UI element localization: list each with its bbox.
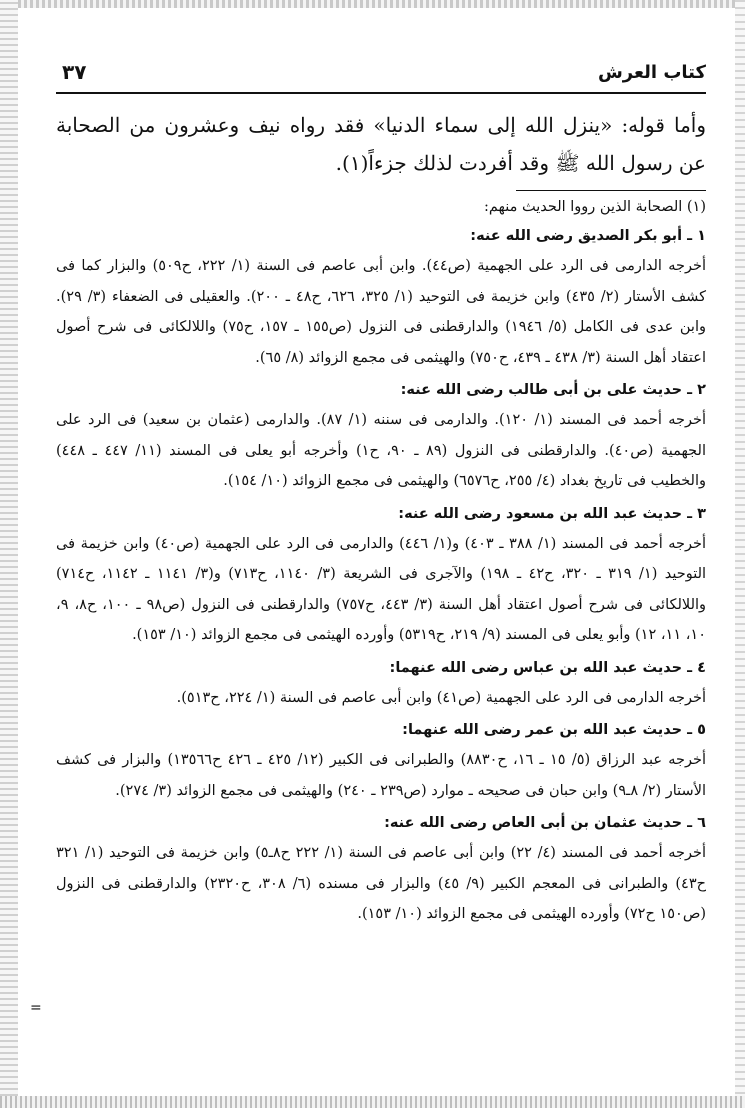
entry-heading: ١ ـ أبو بكر الصديق رضى الله عنه: <box>470 228 706 244</box>
header-title: كتاب العرش <box>597 62 706 83</box>
entry-heading: ٥ ـ حديث عبد الله بن عمر رضى الله عنهما: <box>402 722 706 738</box>
footnote-entry <box>56 808 706 930</box>
running-header <box>56 52 706 94</box>
continuation-mark: = <box>30 1000 42 1016</box>
page-number: ٣٧ <box>62 60 87 84</box>
entry-heading: ٢ ـ حديث على بن أبى طالب رضى الله عنه: <box>400 382 706 398</box>
footnote-entry <box>56 221 706 373</box>
entry-body: أخرجه الدارمى فى الرد على الجهمية (ص٤٤). وابن أبى عاصم فى السنة (١/ ٢٢٢، ح٥٠٩) والبزار كما فى كشف الأستار (٢/ ٤٣٥) وابن خزيمة فى التوحيد (١/ ٣٢٥، ٦٢٦، ح٤٨ ـ ٢٠٠). والعقيلى فى الضعفاء (٣/ ٢٩). وابن عدى فى الكامل (٥/ ١٩٤٦) والدارقطنى فى النزول (ص١٥٥ ـ ١٥٧، ح٧٥) واللالكائى فى شرح أصول اعتقاد أهل السنة (٣/ ٤٣٨ ـ ٤٣٩، ح٧٥٠) والهيثمى فى مجمع الزوائد (٨/ ٦٥). <box>56 258 706 366</box>
entry-body: أخرجه عبد الرزاق (٥/ ١٥ ـ ١٦، ح٨٨٣٠) والطبرانى فى الكبير (١٢/ ٤٢٥ ـ ٤٢٦ ح١٣٥٦٦) والبزار فى كشف الأستار (٢/ ٨ـ٩) وابن حبان فى صحيحه ـ موارد (ص٢٣٩ ـ ٢٤٠) والهيثمى فى مجمع الزوائد (٣/ ٢٧٤). <box>56 752 706 799</box>
entry-heading: ٤ ـ حديث عبد الله بن عباس رضى الله عنهما: <box>389 659 706 676</box>
scan-edge-top <box>0 0 745 8</box>
footnote-lead: (١) الصحابة الذين رووا الحديث منهم: <box>484 199 706 215</box>
footnote-entry <box>56 499 706 651</box>
footnote-entry <box>56 653 706 714</box>
footnote-separator <box>516 190 706 191</box>
footnote-entry <box>56 715 706 806</box>
entry-heading: ٦ ـ حديث عثمان بن أبى العاص رضى الله عنه: <box>384 815 706 831</box>
entry-body: أخرجه أحمد فى المسند (٤/ ٢٢) وابن أبى عاصم فى السنة (١/ ٢٢٢ ح٨ـ٥) وابن خزيمة فى التوحيد (١/ ٣٢١ ح٤٣) والطبرانى فى المعجم الكبير (٩/ ٤٥) والبزار فى مسنده (٦/ ٣٠٨، ح٢٣٢٠) والدارقطنى فى النزول (ص١٥٠ ح٧٢) وأورده الهيثمى فى مجمع الزوائد (١٠/ ١٥٣). <box>56 845 706 922</box>
footnote-entry <box>56 375 706 497</box>
scan-edge-right <box>735 0 745 1108</box>
scan-edge-left <box>0 0 18 1108</box>
scan-edge-bottom <box>0 1096 745 1108</box>
main-paragraph: وأما قوله: «ينزل الله إلى سماء الدنيا» فقد رواه نيف وعشرون من الصحابة عن رسول الله ﷺ وقد أفردت لذلك جزءاً(١). <box>56 113 706 175</box>
book-page <box>56 52 706 930</box>
entry-heading: ٣ ـ حديث عبد الله بن مسعود رضى الله عنه: <box>398 505 706 522</box>
entry-body: أخرجه أحمد فى المسند (١/ ٣٨٨ ـ ٤٠٣) و(١/ ٤٤٦) والدارمى فى الرد على الجهمية (ص٤٠) وابن خزيمة فى التوحيد (١/ ٣١٩ ـ ٣٢٠، ح٤٢ ـ ١٩٨) والآجرى فى الشريعة (٣/ ١١٤٠، ح٧١٣) و(٣/ ١١٤١ ـ ١١٤٢، ح٧١٤) واللالكائى فى شرح أصول اعتقاد أهل السنة (٣/ ٤٤٣، ح٧٥٧) والدارقطنى فى النزول (ص٩٨ ـ ١٠٠، ح٨، ٩، ١٠، ١١، ١٢) وأبو يعلى فى المسند (٩/ ٢١٩، ح٥٣١٩) وأورده الهيثمى فى مجمع الزوائد (١٠/ ١٥٣). <box>56 535 707 643</box>
entry-body: أخرجه الدارمى فى الرد على الجهمية (ص٤١) وابن أبى عاصم فى السنة (١/ ٢٢٤، ح٥١٣). <box>176 689 706 706</box>
entry-body: أخرجه أحمد فى المسند (١/ ١٢٠). والدارمى فى سننه (١/ ٨٧). والدارمى (عثمان بن سعيد) فى الرد على الجهمية (ص٤٠). والدارقطنى فى النزول (٨٩ ـ ٩٠، ح١) وأخرجه أبو يعلى فى المسند (١١/ ٤٤٧ ـ ٤٤٨) والخطيب فى تاريخ بغداد (٤/ ٢٥٥، ح٦٥٧٦) والهيثمى فى مجمع الزوائد (١٠/ ١٥٤). <box>56 412 707 489</box>
